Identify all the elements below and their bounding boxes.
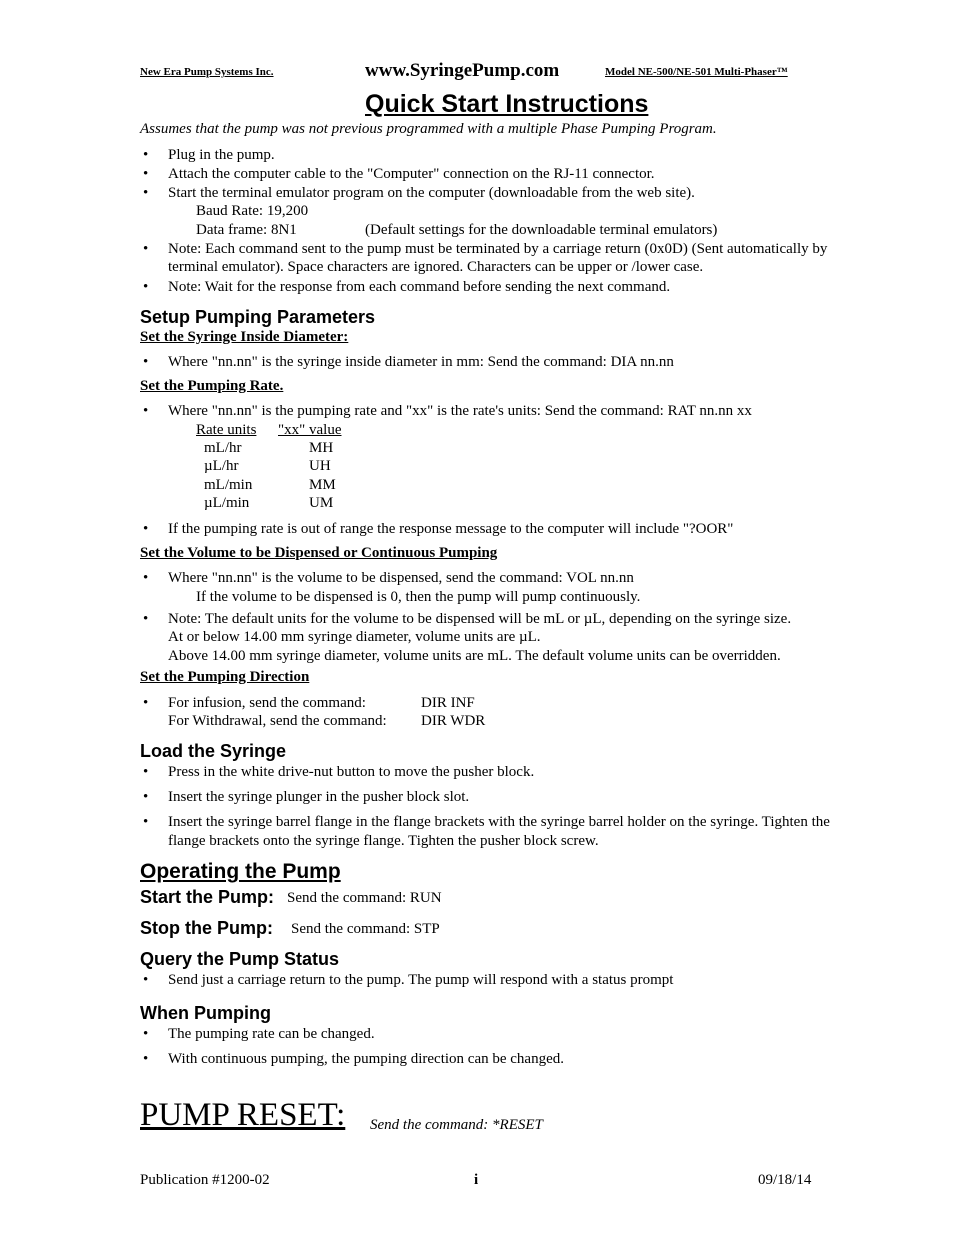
query-text: Send just a carriage return to the pump. The pump will respond with a status prompt bbox=[168, 972, 674, 988]
bullet-icon: • bbox=[143, 521, 149, 537]
intro-item: Plug in the pump. bbox=[168, 147, 275, 163]
bullet-icon: • bbox=[143, 403, 149, 419]
bullet-icon: • bbox=[143, 611, 149, 627]
diameter-subheading: Set the Syringe Inside Diameter: bbox=[140, 329, 349, 345]
bullet-icon: • bbox=[143, 764, 149, 780]
baud-rate: Baud Rate: 19,200 bbox=[196, 203, 309, 219]
volume-subheading: Set the Volume to be Dispensed or Continuous Pumping bbox=[140, 545, 498, 561]
volume-text: Where "nn.nn" is the volume to be dispensed, send the command: VOL nn.nn bbox=[168, 570, 634, 586]
stop-label: Stop the Pump: bbox=[140, 918, 273, 938]
load-item-cont: flange brackets onto the syringe flange. Tighten the pusher block screw. bbox=[168, 833, 599, 849]
intro-item: Note: Wait for the response from each command before sending the next command. bbox=[168, 279, 671, 295]
publication-date: 09/18/14 bbox=[758, 1172, 812, 1188]
rate-unit-cell: mL/hr bbox=[204, 440, 242, 456]
direction-withdraw-command: DIR WDR bbox=[421, 713, 486, 729]
page-subtitle: Assumes that the pump was not previous programmed with a multiple Phase Pumping Program. bbox=[140, 121, 717, 137]
intro-item: Note: Each command sent to the pump must be terminated by a carriage return (0x0D) (Sent automatically by bbox=[168, 241, 828, 257]
bullet-icon: • bbox=[143, 972, 149, 988]
bullet-icon: • bbox=[143, 570, 149, 586]
rate-code-cell: MH bbox=[309, 440, 334, 456]
stop-command: Send the command: STP bbox=[291, 921, 440, 937]
reset-command: Send the command: *RESET bbox=[370, 1117, 543, 1133]
load-item: Press in the white drive-nut button to move the pusher block. bbox=[168, 764, 535, 780]
load-heading: Load the Syringe bbox=[140, 741, 287, 761]
volume-note-cont: At or below 14.00 mm syringe diameter, volume units are µL. bbox=[168, 629, 541, 645]
rate-code-cell: UM bbox=[309, 495, 334, 511]
start-label: Start the Pump: bbox=[140, 887, 275, 907]
publication-number: Publication #1200-02 bbox=[140, 1172, 270, 1188]
data-frame-note: (Default settings for the downloadable terminal emulators) bbox=[365, 222, 718, 238]
operating-heading: Operating the Pump bbox=[140, 860, 341, 883]
data-frame: Data frame: 8N1 bbox=[196, 222, 297, 238]
bullet-icon: • bbox=[143, 814, 149, 830]
setup-heading: Setup Pumping Parameters bbox=[140, 307, 376, 327]
bullet-icon: • bbox=[143, 241, 149, 257]
bullet-icon: • bbox=[143, 354, 149, 370]
bullet-icon: • bbox=[143, 695, 149, 711]
start-command: Send the command: RUN bbox=[287, 890, 442, 906]
rate-code-cell: UH bbox=[309, 458, 331, 474]
reset-label: PUMP RESET: bbox=[140, 1097, 346, 1133]
intro-item-cont: terminal emulator). Space characters are ignored. Characters can be upper or /lower case. bbox=[168, 259, 704, 275]
bullet-icon: • bbox=[143, 279, 149, 295]
model-name: Model NE-500/NE-501 Multi-Phaser™ bbox=[605, 66, 788, 78]
rate-subheading: Set the Pumping Rate. bbox=[140, 378, 284, 394]
page-number: i bbox=[474, 1172, 479, 1188]
direction-withdraw-label: For Withdrawal, send the command: bbox=[168, 713, 387, 729]
volume-note-cont: Above 14.00 mm syringe diameter, volume units are mL. The default volume units can be overridden. bbox=[168, 648, 781, 664]
when-item: With continuous pumping, the pumping direction can be changed. bbox=[168, 1051, 564, 1067]
intro-item: Start the terminal emulator program on the computer (downloadable from the web site). bbox=[168, 185, 695, 201]
when-item: The pumping rate can be changed. bbox=[168, 1026, 375, 1042]
direction-infuse-label: For infusion, send the command: bbox=[168, 695, 366, 711]
diameter-text: Where "nn.nn" is the syringe inside diameter in mm: Send the command: DIA nn.nn bbox=[168, 354, 674, 370]
load-item: Insert the syringe plunger in the pusher block slot. bbox=[168, 789, 470, 805]
intro-item: Attach the computer cable to the "Computer" connection on the RJ-11 connector. bbox=[168, 166, 655, 182]
rate-code-cell: MM bbox=[309, 477, 336, 493]
load-item: Insert the syringe barrel flange in the flange brackets with the syringe barrel holder on the syringe. Tighten the bbox=[168, 814, 830, 830]
direction-subheading: Set the Pumping Direction bbox=[140, 669, 310, 685]
volume-text-cont: If the volume to be dispensed is 0, then the pump will pump continuously. bbox=[196, 589, 641, 605]
bullet-icon: • bbox=[143, 1051, 149, 1067]
rate-unit-cell: µL/hr bbox=[204, 458, 239, 474]
rate-oor-text: If the pumping rate is out of range the response message to the computer will include "?OOR" bbox=[168, 521, 734, 537]
bullet-icon: • bbox=[143, 1026, 149, 1042]
volume-note: Note: The default units for the volume to be dispensed will be mL or µL, depending on the syringe size. bbox=[168, 611, 792, 627]
bullet-icon: • bbox=[143, 789, 149, 805]
rate-table-header-units: Rate units bbox=[196, 422, 257, 438]
page-title: Quick Start Instructions bbox=[365, 90, 649, 118]
rate-unit-cell: mL/min bbox=[204, 477, 253, 493]
website-url: www.SyringePump.com bbox=[365, 60, 560, 81]
direction-infuse-command: DIR INF bbox=[421, 695, 475, 711]
bullet-icon: • bbox=[143, 166, 149, 182]
rate-text: Where "nn.nn" is the pumping rate and "xx" is the rate's units: Send the command: RAT nn.nn xx bbox=[168, 403, 752, 419]
bullet-icon: • bbox=[143, 147, 149, 163]
company-name: New Era Pump Systems Inc. bbox=[140, 66, 274, 78]
query-heading: Query the Pump Status bbox=[140, 949, 340, 969]
bullet-icon: • bbox=[143, 185, 149, 201]
when-heading: When Pumping bbox=[140, 1003, 271, 1023]
rate-unit-cell: µL/min bbox=[204, 495, 250, 511]
rate-table-header-value: "xx" value bbox=[278, 422, 342, 438]
